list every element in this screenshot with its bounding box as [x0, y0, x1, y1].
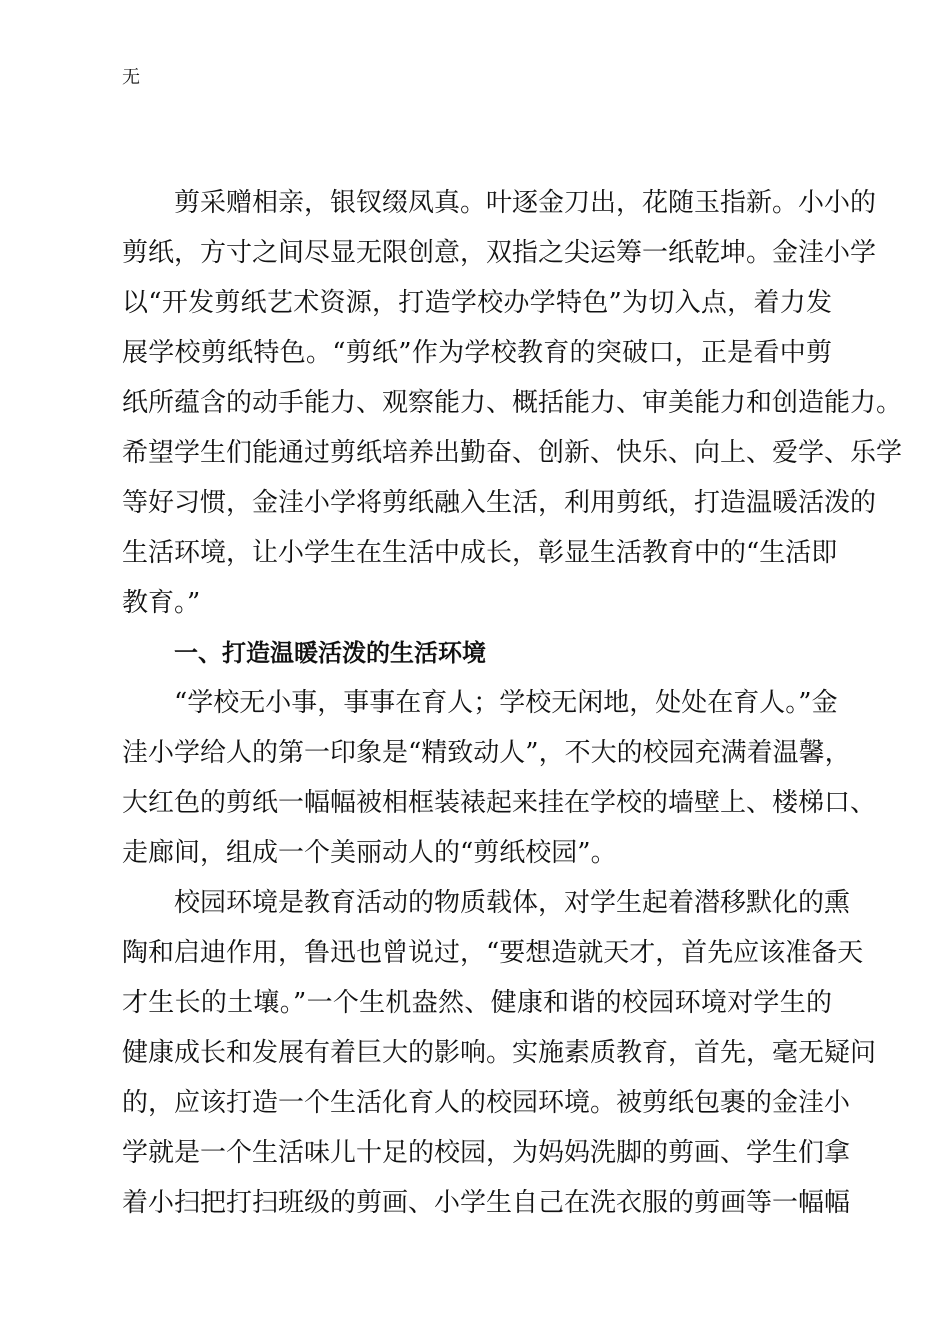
text-line: 展学校剪纸特色。“剪纸”作为学校教育的突破口，正是看中剪: [122, 338, 832, 368]
text-line: 才生长的土壤。”一个生机盎然、健康和谐的校园环境对学生的: [122, 988, 832, 1018]
page-header: 无: [122, 67, 140, 88]
text-line: 陶和启迪作用，鲁迅也曾说过，“要想造就天才，首先应该准备天: [122, 938, 864, 968]
text-line: 以“开发剪纸艺术资源，打造学校办学特色”为切入点，着力发: [122, 288, 832, 318]
text-line: 健康成长和发展有着巨大的影响。实施素质教育，首先，毫无疑问: [122, 1038, 877, 1068]
document-body: [122, 178, 903, 1228]
text-line: 洼小学给人的第一印象是“精致动人”，不大的校园充满着温馨，: [122, 738, 851, 768]
paragraph-intro: [122, 178, 903, 628]
text-line: 纸所蕴含的动手能力、观察能力、概括能力、审美能力和创造能力。: [122, 388, 903, 418]
text-line: “学校无小事，事事在育人；学校无闲地，处处在育人。”金: [174, 688, 838, 718]
text-line: 教育。”: [122, 588, 201, 618]
text-line: 大红色的剪纸一幅幅被相框装裱起来挂在学校的墙壁上、楼梯口、: [122, 788, 877, 818]
text-line: 剪纸，方寸之间尽显无限创意，双指之尖运筹一纸乾坤。金洼小学: [122, 238, 877, 268]
section-heading: 一、打造温暖活泼的生活环境: [174, 639, 486, 667]
text-line: 着小扫把打扫班级的剪画、小学生自己在洗衣服的剪画等一幅幅: [122, 1188, 851, 1218]
paragraph-campus-impression: [122, 678, 877, 878]
text-line: 走廊间，组成一个美丽动人的“剪纸校园”。: [122, 838, 617, 868]
text-line: 希望学生们能通过剪纸培养出勤奋、创新、快乐、向上、爱学、乐学: [122, 438, 903, 468]
text-line: 生活环境，让小学生在生活中成长，彰显生活教育中的“生活即: [122, 538, 838, 568]
text-line: 的，应该打造一个生活化育人的校园环境。被剪纸包裹的金洼小: [122, 1088, 851, 1118]
paragraph-campus-environment: [122, 878, 877, 1228]
text-line: 等好习惯，金洼小学将剪纸融入生活，利用剪纸，打造温暖活泼的: [122, 488, 877, 518]
text-line: 校园环境是教育活动的物质载体，对学生起着潜移默化的熏: [174, 888, 851, 918]
text-line: 剪采赠相亲，银钗缀凤真。叶逐金刀出，花随玉指新。小小的: [174, 188, 877, 218]
text-line: 学就是一个生活味儿十足的校园，为妈妈洗脚的剪画、学生们拿: [122, 1138, 851, 1168]
